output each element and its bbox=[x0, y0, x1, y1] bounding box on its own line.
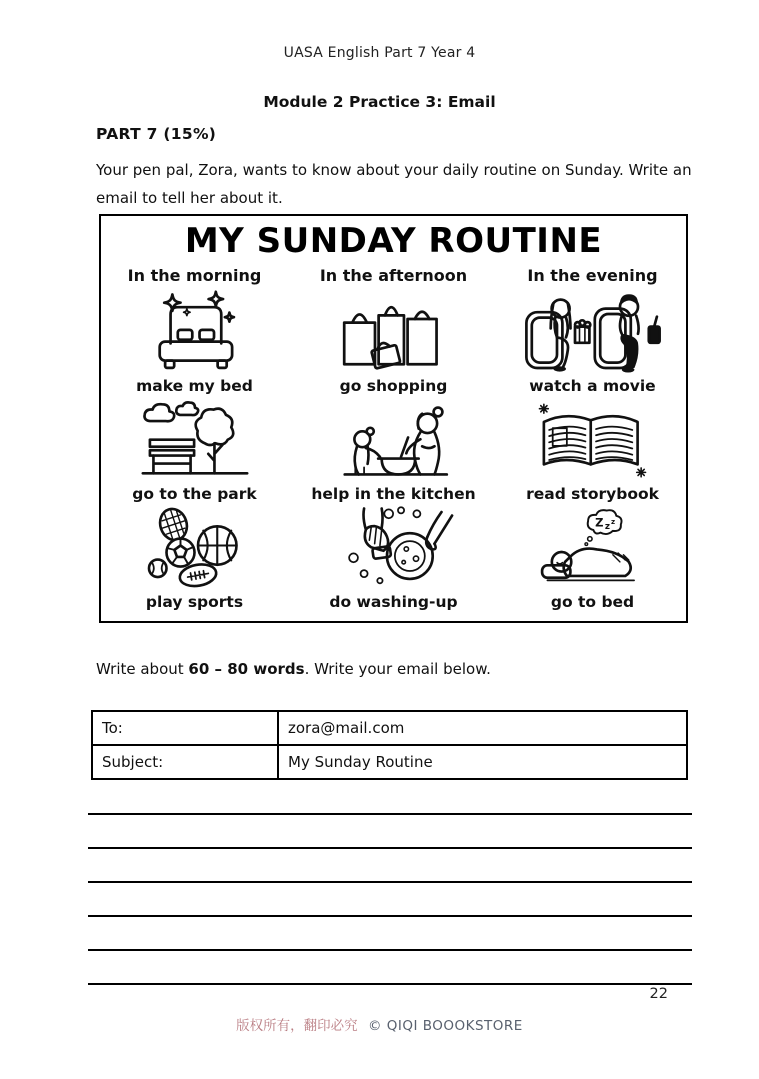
copyright-chinese-text: 版权所有，翻印必究 bbox=[236, 1018, 358, 1034]
routine-item bbox=[105, 288, 285, 397]
routine-item-label: do washing-up bbox=[329, 593, 458, 611]
column-header-morning: In the morning bbox=[127, 266, 262, 285]
svg-text:z: z bbox=[604, 522, 611, 533]
routine-item bbox=[503, 505, 683, 613]
routine-item bbox=[503, 397, 683, 505]
write-instruction-prefix: Write about bbox=[96, 660, 189, 678]
routine-item-label: go shopping bbox=[339, 377, 448, 395]
routine-item-label: read storybook bbox=[526, 485, 659, 503]
sports-balls-icon bbox=[142, 505, 247, 593]
writing-line bbox=[88, 847, 692, 849]
svg-text:Z: Z bbox=[595, 515, 604, 530]
writing-line bbox=[88, 949, 692, 951]
table-row-subject bbox=[92, 745, 687, 779]
cooking-icon bbox=[319, 397, 469, 485]
cinema-seats-icon bbox=[518, 287, 668, 377]
to-value: zora@mail.com bbox=[278, 711, 687, 745]
shopping-bags-icon bbox=[335, 288, 453, 377]
bed-icon bbox=[145, 288, 245, 377]
routine-item-label: make my bed bbox=[136, 377, 253, 395]
writing-line bbox=[88, 881, 692, 883]
part-heading: PART 7 (15%) bbox=[96, 125, 217, 143]
page-title: Module 2 Practice 3: Email bbox=[263, 93, 496, 111]
column-header-afternoon: In the afternoon bbox=[319, 266, 468, 285]
subject-label: Subject: bbox=[92, 745, 278, 779]
routine-item bbox=[503, 288, 683, 397]
routine-box bbox=[99, 214, 688, 623]
routine-item bbox=[285, 288, 503, 397]
task-instructions: Your pen pal, Zora, wants to know about your daily routine on Sunday. Write an email to tell her about it. bbox=[96, 161, 692, 207]
to-label: To: bbox=[92, 711, 278, 745]
washing-dishes-icon bbox=[330, 505, 458, 593]
writing-line bbox=[88, 983, 692, 985]
open-book-icon bbox=[535, 397, 650, 485]
routine-item bbox=[105, 505, 285, 613]
email-header-table bbox=[91, 710, 688, 780]
writing-line bbox=[88, 813, 692, 815]
routine-grid bbox=[101, 263, 686, 613]
copyright-footer bbox=[0, 1014, 759, 1034]
sleeping-icon bbox=[535, 505, 650, 593]
routine-item bbox=[285, 397, 503, 505]
routine-box-title: MY SUNDAY ROUTINE bbox=[184, 221, 603, 261]
park-bench-icon bbox=[135, 397, 255, 485]
column-header-evening: In the evening bbox=[527, 266, 658, 285]
routine-item-label: go to bed bbox=[550, 593, 635, 611]
routine-item-label: help in the kitchen bbox=[311, 485, 476, 503]
table-row-to bbox=[92, 711, 687, 745]
routine-item-label: watch a movie bbox=[529, 377, 656, 395]
routine-item-label: go to the park bbox=[132, 485, 257, 503]
subject-value: My Sunday Routine bbox=[278, 745, 687, 779]
routine-item-label: play sports bbox=[145, 593, 244, 611]
writing-lines bbox=[88, 813, 692, 1017]
document-header: UASA English Part 7 Year 4 bbox=[283, 45, 476, 61]
bookstore-name: © QIQI BOOOKSTORE bbox=[367, 1018, 523, 1034]
writing-line bbox=[88, 915, 692, 917]
word-count-requirement: 60 – 80 words bbox=[188, 660, 305, 678]
page-number: 22 bbox=[649, 986, 668, 1002]
routine-item bbox=[285, 505, 503, 613]
routine-item bbox=[105, 397, 285, 505]
svg-text:z: z bbox=[611, 516, 616, 526]
write-instruction bbox=[96, 660, 491, 678]
write-instruction-suffix: . Write your email below. bbox=[304, 660, 491, 678]
